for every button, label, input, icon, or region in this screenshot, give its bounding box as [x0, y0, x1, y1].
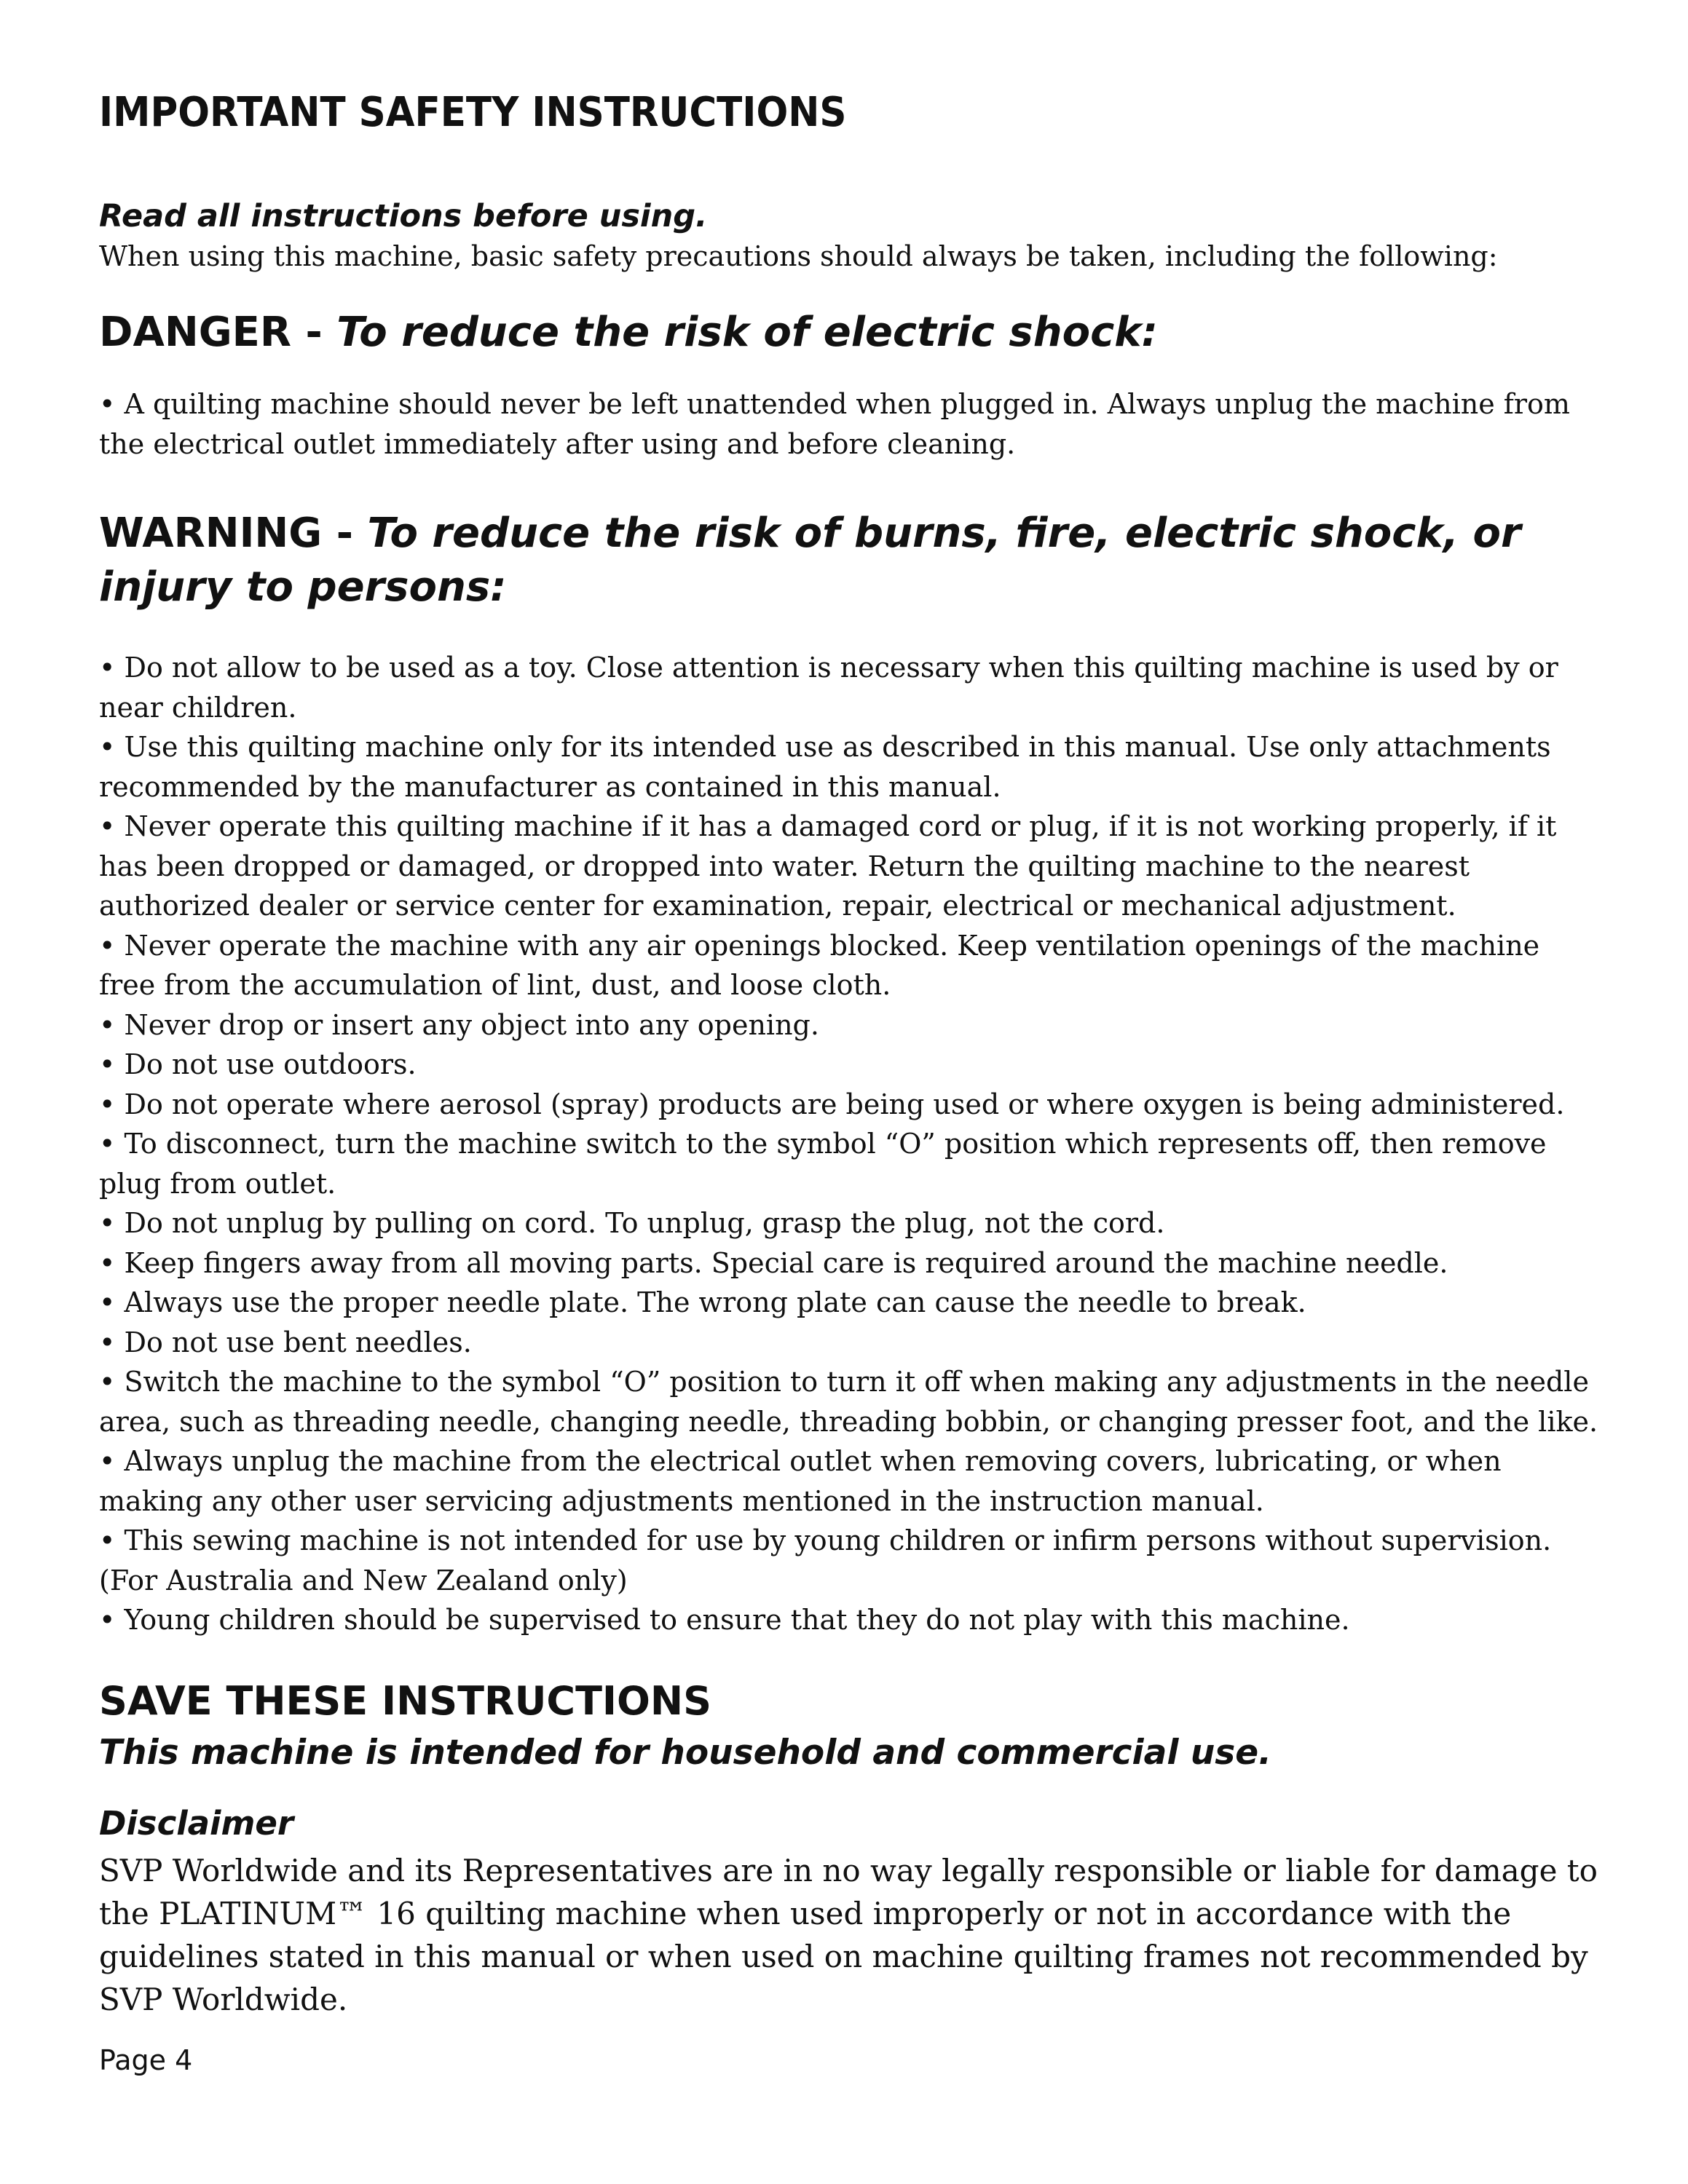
warning-item: • Switch the machine to the symbol “O” position to turn it off when making any adjustments in the needle area, such as threading needle, changing needle, threading bobbin, or changing presser foot, and the like.	[99, 1366, 1598, 1438]
warning-list	[99, 648, 1599, 1640]
intro-text: When using this machine, basic safety precautions should always be taken, including the following:	[99, 240, 1498, 272]
warning-heading	[99, 507, 1599, 614]
page-title: IMPORTANT SAFETY INSTRUCTIONS	[99, 89, 847, 136]
warning-item: • Keep fingers away from all moving parts. Special care is required around the machine needle.	[99, 1246, 1448, 1279]
read-all-notice: Read all instructions before using.	[99, 198, 708, 234]
warning-item: • Always use the proper needle plate. The wrong plate can cause the needle to break.	[99, 1286, 1306, 1318]
warning-item: • To disconnect, turn the machine switch to the symbol “O” position which represents off, then remove plug from outlet.	[99, 1128, 1547, 1200]
intended-use-notice: This machine is intended for household and commercial use.	[99, 1733, 1272, 1773]
danger-heading-suffix: To reduce the risk of electric shock:	[336, 309, 1158, 356]
warning-item: • Use this quilting machine only for its intended use as described in this manual. Use only attachments recommended by the manufacturer as contained in this manual.	[99, 731, 1551, 803]
danger-list	[99, 384, 1599, 464]
danger-item: • A quilting machine should never be left unattended when plugged in. Always unplug the machine from the electrical outlet immediately after using and before cleaning.	[99, 388, 1570, 460]
warning-item: • Do not use outdoors.	[99, 1048, 417, 1080]
document-page	[99, 0, 1599, 2184]
warning-item: • Do not unplug by pulling on cord. To unplug, grasp the plug, not the cord.	[99, 1207, 1165, 1239]
warning-heading-suffix: To reduce the risk of burns, fire, electric shock, or injury to persons:	[99, 510, 1521, 611]
warning-item: • This sewing machine is not intended for use by young children or infirm persons without supervision. (For Australia and New Zealand only)	[99, 1524, 1552, 1597]
page-number: Page 4	[99, 2044, 193, 2076]
disclaimer-body: SVP Worldwide and its Representatives are in no way legally responsible or liable for damage to the PLATINUM™ 16 quilting machine when used improperly or not in accordance with the guidelines stated in this manual or when used on machine quilting frames not recommended by SVP Worldwide.	[99, 1853, 1598, 2017]
warning-item: • Do not operate where aerosol (spray) products are being used or where oxygen is being administered.	[99, 1088, 1565, 1120]
danger-heading-prefix: DANGER -	[99, 309, 337, 356]
warning-item: • Young children should be supervised to ensure that they do not play with this machine.	[99, 1604, 1350, 1636]
warning-item: • Never operate the machine with any air openings blocked. Keep ventilation openings of the machine free from the accumulation of lint, dust, and loose cloth.	[99, 929, 1540, 1001]
warning-item: • Do not allow to be used as a toy. Close attention is necessary when this quilting machine is used by or near children.	[99, 652, 1558, 724]
danger-heading	[99, 306, 1158, 360]
warning-heading-prefix: WARNING -	[99, 510, 368, 557]
save-instructions-heading: SAVE THESE INSTRUCTIONS	[99, 1678, 711, 1724]
warning-item: • Never drop or insert any object into any opening.	[99, 1008, 819, 1041]
disclaimer-title: Disclaimer	[99, 1804, 294, 1843]
warning-item: • Never operate this quilting machine if it has a damaged cord or plug, if it is not working properly, if it has been dropped or damaged, or dropped into water. Return the quilting machine to the nearest authorized dealer or service center for examination, repair, electrical or mechanical adjustment.	[99, 810, 1557, 922]
warning-item: • Always unplug the machine from the electrical outlet when removing covers, lubricating, or when making any other user servicing adjustments mentioned in the instruction manual.	[99, 1445, 1502, 1517]
warning-item: • Do not use bent needles.	[99, 1326, 472, 1358]
